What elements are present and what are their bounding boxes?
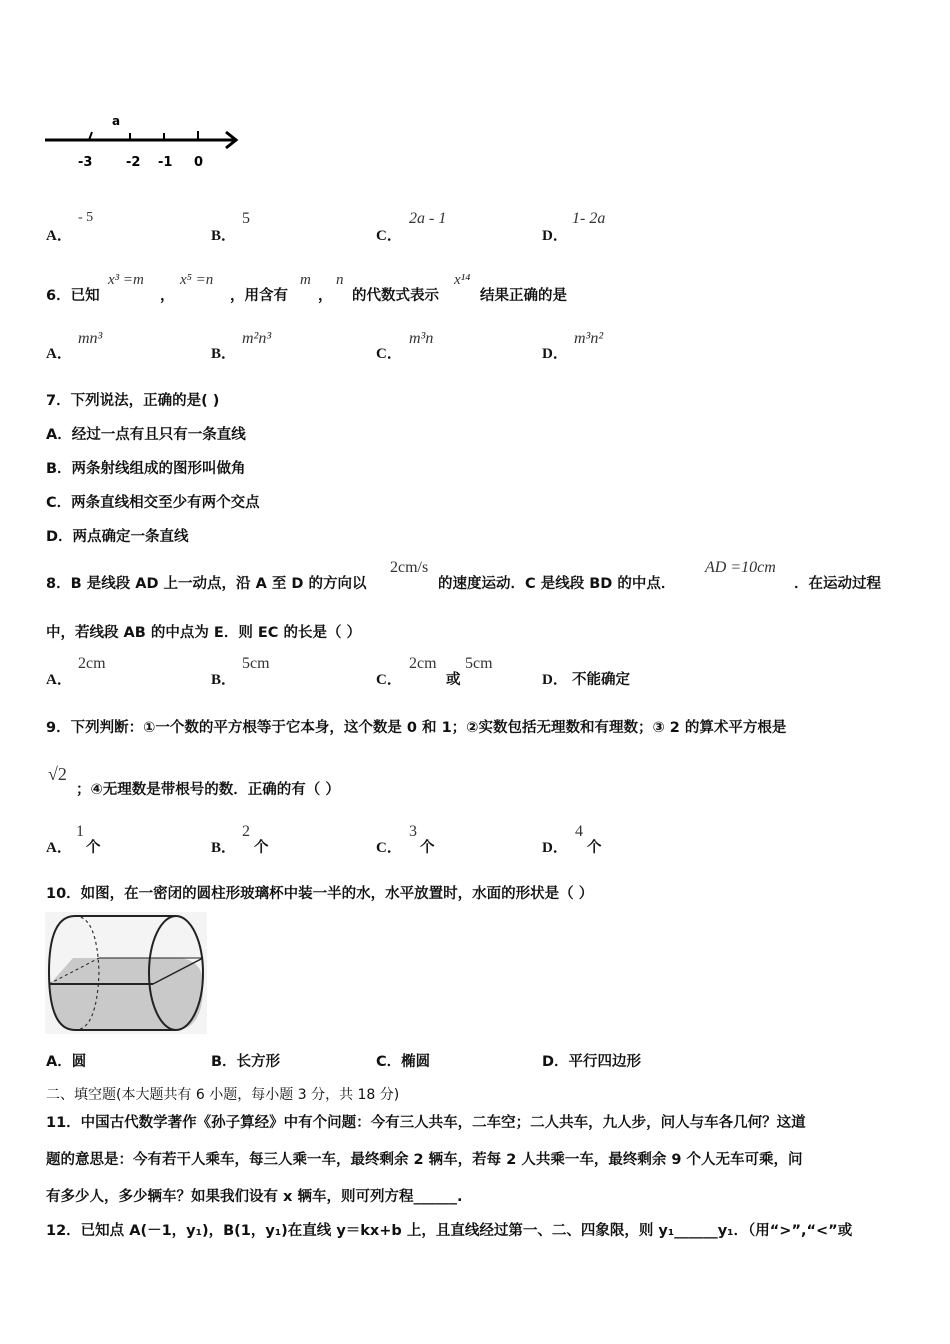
q7-option-b: B．两条射线组成的图形叫做角 bbox=[46, 461, 246, 477]
q9-line1: 9．下列判断：①一个数的平方根等于它本身，这个数是 0 和 1；②实数包括无理数和有理数；③ 2 的算术平方根是 bbox=[46, 720, 787, 736]
tick-label: -2 bbox=[126, 155, 141, 170]
q9-option-c-unit: 个 bbox=[420, 840, 435, 856]
q8-line1-c: ．在运动过程 bbox=[794, 576, 881, 592]
q8-option-b-letter: B． bbox=[211, 672, 237, 688]
q10-option-a: A．圆 bbox=[46, 1054, 87, 1070]
q8-option-c-value2: 5cm bbox=[465, 655, 493, 672]
q6-option-a-value: mn³ bbox=[78, 330, 103, 347]
q11-line2: 题的意思是：今有若干人乘车，每三人乘一车，最终剩余 2 辆车，若每 2 人共乘一车，最终剩余 9 个人无车可乘，问 bbox=[46, 1152, 803, 1168]
q7-option-d: D．两点确定一条直线 bbox=[46, 529, 189, 545]
q9-option-b-num: 2 bbox=[242, 823, 250, 840]
q6-option-c-letter: C． bbox=[376, 346, 402, 362]
q6-expr3: x¹⁴ bbox=[454, 272, 471, 288]
q6-option-a-letter: A． bbox=[46, 346, 72, 362]
q6-expr1: x³ =m bbox=[108, 272, 144, 288]
q6-mid2: 的代数式表示 bbox=[352, 288, 439, 304]
q6-option-d-letter: D． bbox=[542, 346, 568, 362]
q10-stem: 10．如图，在一密闭的圆柱形玻璃杯中装一半的水，水平放置时，水面的形状是（ ） bbox=[46, 886, 594, 902]
q7-option-a: A．经过一点有且只有一条直线 bbox=[46, 427, 246, 443]
number-line-figure bbox=[40, 108, 250, 178]
q8-line1-a: 8．B 是线段 AD 上一动点，沿 A 至 D 的方向以 bbox=[46, 576, 367, 592]
q8-line1-b: 的速度运动．C 是线段 BD 的中点． bbox=[438, 576, 676, 592]
q8-option-d-letter: D． bbox=[542, 672, 568, 688]
q8-option-c-or: 或 bbox=[446, 672, 461, 688]
q5-option-c-value: 2a - 1 bbox=[409, 210, 447, 227]
q9-option-c-letter: C． bbox=[376, 840, 402, 856]
q9-option-d-num: 4 bbox=[575, 823, 583, 840]
q6-option-c-value: m³n bbox=[409, 330, 434, 347]
q6-option-b-value: m²n³ bbox=[242, 330, 272, 347]
q9-option-b-unit: 个 bbox=[254, 840, 269, 856]
q8-line2: 中，若线段 AB 的中点为 E．则 EC 的长是（ ） bbox=[46, 625, 362, 641]
q9-option-c-num: 3 bbox=[409, 823, 417, 840]
q6-expr2: x⁵ =n bbox=[180, 272, 214, 288]
q6-var-n: n bbox=[336, 272, 344, 288]
q9-option-a-unit: 个 bbox=[86, 840, 101, 856]
q8-ad: AD =10cm bbox=[705, 559, 776, 576]
q9-sqrt: √2 bbox=[48, 764, 67, 784]
q5-option-b-value: 5 bbox=[242, 210, 250, 227]
q7-option-c: C．两条直线相交至少有两个交点 bbox=[46, 495, 260, 511]
q9-option-b-letter: B． bbox=[211, 840, 237, 856]
q9-option-d-unit: 个 bbox=[587, 840, 602, 856]
section-heading: 二、填空题(本大题共有 6 小题，每小题 3 分，共 18 分) bbox=[46, 1087, 400, 1103]
q8-speed: 2cm/s bbox=[390, 559, 429, 576]
q12-line1: 12．已知点 A(－1，y₁)，B(1，y₁)在直线 y＝kx+b 上，且直线经过第一、二、四象限，则 y₁______y₁．（用“>”,“<”或 bbox=[46, 1223, 853, 1239]
q5-option-a-value: - 5 bbox=[78, 210, 94, 225]
q6-sep1: ， bbox=[160, 288, 175, 304]
q5-option-b-letter: B． bbox=[211, 228, 237, 244]
q8-option-c-value: 2cm bbox=[409, 655, 437, 672]
cylinder-figure bbox=[45, 912, 207, 1034]
q6-option-b-letter: B． bbox=[211, 346, 237, 362]
q10-option-c: C．椭圆 bbox=[376, 1054, 431, 1070]
q6-sep2: ， bbox=[318, 288, 333, 304]
q8-option-a-value: 2cm bbox=[78, 655, 106, 672]
q6-var-m: m bbox=[300, 272, 311, 288]
q5-option-c-letter: C． bbox=[376, 228, 402, 244]
q11-line3: 有多少人，多少辆车？如果我们设有 x 辆车，则可列方程______. bbox=[46, 1189, 463, 1205]
water-front bbox=[73, 984, 175, 1030]
q9-option-a-letter: A． bbox=[46, 840, 72, 856]
q6-mid1: ，用含有 bbox=[230, 288, 288, 304]
q6-suffix: 结果正确的是 bbox=[480, 288, 567, 304]
tick-label: -3 bbox=[78, 155, 93, 170]
q9-line2: ；④无理数是带根号的数．正确的有（ ） bbox=[76, 782, 340, 798]
q5-option-d-letter: D． bbox=[542, 228, 568, 244]
q6-option-d-value: m³n² bbox=[574, 330, 604, 347]
q7-stem: 7．下列说法，正确的是( ) bbox=[46, 393, 220, 409]
q11-line1: 11．中国古代数学著作《孙子算经》中有个问题：今有三人共车，二车空；二人共车，九人步，问人与车各几何？这道 bbox=[46, 1115, 806, 1131]
q10-option-d: D．平行四边形 bbox=[542, 1054, 642, 1070]
q9-option-d-letter: D． bbox=[542, 840, 568, 856]
q8-option-d-value: 不能确定 bbox=[572, 672, 630, 688]
q8-option-c-letter: C． bbox=[376, 672, 402, 688]
q5-option-d-value: 1- 2a bbox=[572, 210, 606, 227]
q6-prefix: 6．已知 bbox=[46, 288, 100, 304]
q8-option-a-letter: A． bbox=[46, 672, 72, 688]
q5-option-a-letter: A． bbox=[46, 228, 72, 244]
tick-label: 0 bbox=[194, 155, 204, 170]
point-label-a: a bbox=[112, 114, 121, 128]
tick-label: -1 bbox=[158, 155, 173, 170]
q8-option-b-value: 5cm bbox=[242, 655, 270, 672]
q10-option-b: B．长方形 bbox=[211, 1054, 281, 1070]
q9-option-a-num: 1 bbox=[76, 823, 84, 840]
